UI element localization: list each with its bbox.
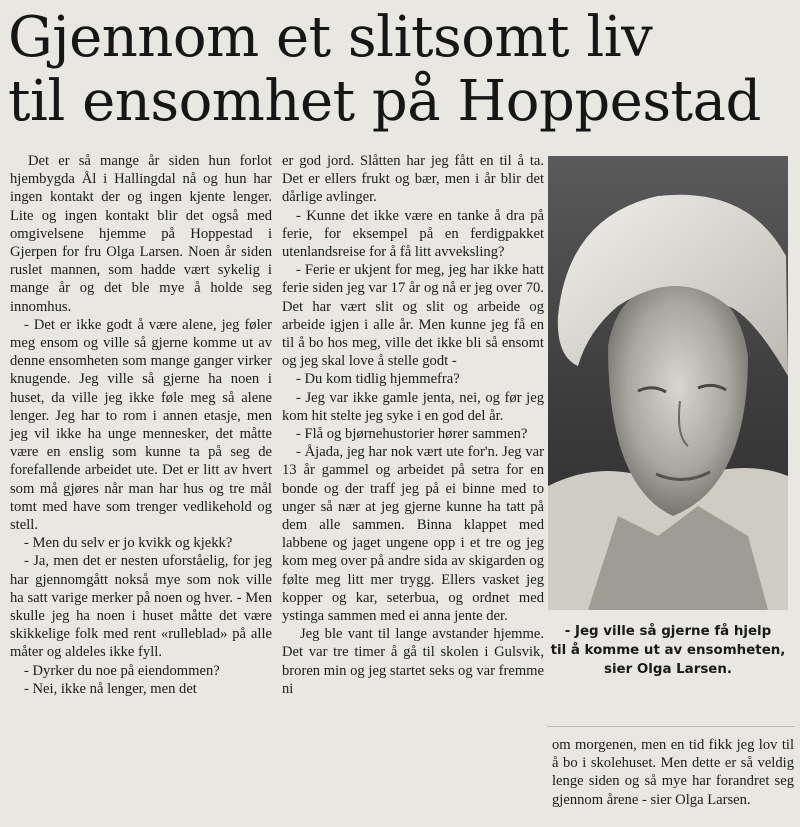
paragraph: - Ja, men det er nesten uforståelig, for jeg har gjennomgått nokså mye som nok ville ha satt varige merker på noen og hver. - Men skulle jeg ha noen i huset måtte det være skikkelige folk med rent «rulleblad» på alle måter og aldeles ikke fyll. bbox=[10, 553, 272, 661]
caption-line-1: - Jeg ville så gjerne få hjelp bbox=[564, 624, 772, 639]
paragraph: - Men du selv er jo kvikk og kjekk? bbox=[24, 535, 233, 552]
headline-line-2: til ensomhet på Hoppestad bbox=[8, 69, 761, 134]
paragraph: - Dyrker du noe på eiendommen? bbox=[24, 662, 220, 679]
caption-line-2: til å komme ut av ensomheten, bbox=[550, 643, 786, 658]
paragraph: Jeg ble vant til lange avstander hjemme. Det var tre timer å gå til skolen i Gulsvik, broren min og jeg startet seks og var fremme ni bbox=[282, 626, 544, 697]
caption-line-3: sier Olga Larsen. bbox=[603, 662, 732, 677]
article-column-2 bbox=[282, 152, 544, 698]
paragraph: - Kunne det ikke være en tanke å dra på ferie, for eksempel på en ferdigpakket utenlandsreise for å få litt avveksling? bbox=[282, 207, 544, 261]
article-column-3 bbox=[552, 736, 794, 809]
headline bbox=[8, 6, 792, 134]
paragraph: - Det er ikke godt å være alene, jeg føler meg ensom og ville så gjerne komme ut av denne ensomheten som mange ganger virker knugende. Jeg ville så gjerne ha noen i huset, da ville jeg ikke føle meg så alene lenger. Jeg har to rom i annen etasje, men jeg vil ikke ha unge mennesker, det måtte være en enslig som kunne ta på seg de forefallende arbeidet ute. Det er litt av hvert som må gjøres når man har hus og tre mål tomt med have som trenger vedlikehold og stell. bbox=[10, 316, 272, 534]
paragraph: - Du kom tidlig hjemmefra? bbox=[296, 371, 460, 388]
paragraph: - Ferie er ukjent for meg, jeg har ikke hatt ferie siden jeg var 17 år og nå er jeg over 70. Det har vært slit og slit og arbeide og arbeide igjen i alle år. Men kunne jeg få en til å bo hos meg, ville det ikke bli så ensomt og jeg skal love å stelle godt - bbox=[282, 262, 544, 370]
divider bbox=[547, 726, 795, 727]
paragraph: Det er så mange år siden hun forlot hjembygda Ål i Hallingdal nå og hun har ingen kontakt der og ingen kjente lenger. Lite og ingen kontakt blir det også med omgivelsene hjemme på Hoppestad i Gjerpen for fru Olga Larsen. Noen år siden ruslet mannen, som hadde vært sykelig i mange år og det ble mye å holde seg innomhus. bbox=[10, 153, 272, 315]
photo-caption bbox=[540, 622, 796, 679]
paragraph: - Jeg var ikke gamle jenta, nei, og før jeg kom hit stelte jeg syke i en god del år. bbox=[282, 389, 544, 424]
paragraph: - Nei, ikke nå lenger, men det bbox=[24, 680, 197, 697]
portrait-photo bbox=[548, 156, 788, 610]
portrait-illustration bbox=[548, 156, 788, 610]
article-column-1 bbox=[10, 152, 272, 698]
paragraph: - Åjada, jeg har nok vært ute for'n. Jeg var 13 år gammel og arbeidet på setra for en bonde og der traff jeg på ei binne med to unger så nær at jeg gjerne kunne ha tatt på dem alle sammen. Binna klappet med labbene og jaget ungene opp i et tre og jeg kom meg over på andre sida av skigarden og følte meg litt mer trygg. Ellers vasket jeg kopper og kar, seterbua, og ordnet med ystinga sammen med ei anna jente der. bbox=[282, 444, 544, 625]
headline-line-1: Gjennom et slitsomt liv bbox=[8, 5, 653, 70]
paragraph: er god jord. Slåtten har jeg fått en til å ta. Det er ellers frukt og bær, men i år blir det dårlige avlinger. bbox=[282, 153, 544, 206]
paragraph: - Flå og bjørnehustorier hører sammen? bbox=[296, 426, 528, 443]
paragraph: om morgenen, men en tid fikk jeg lov til å bo i skolehuset. Men dette er så veldig lenge siden og så mye har forandret seg gjennom årene - sier Olga Larsen. bbox=[552, 737, 794, 808]
